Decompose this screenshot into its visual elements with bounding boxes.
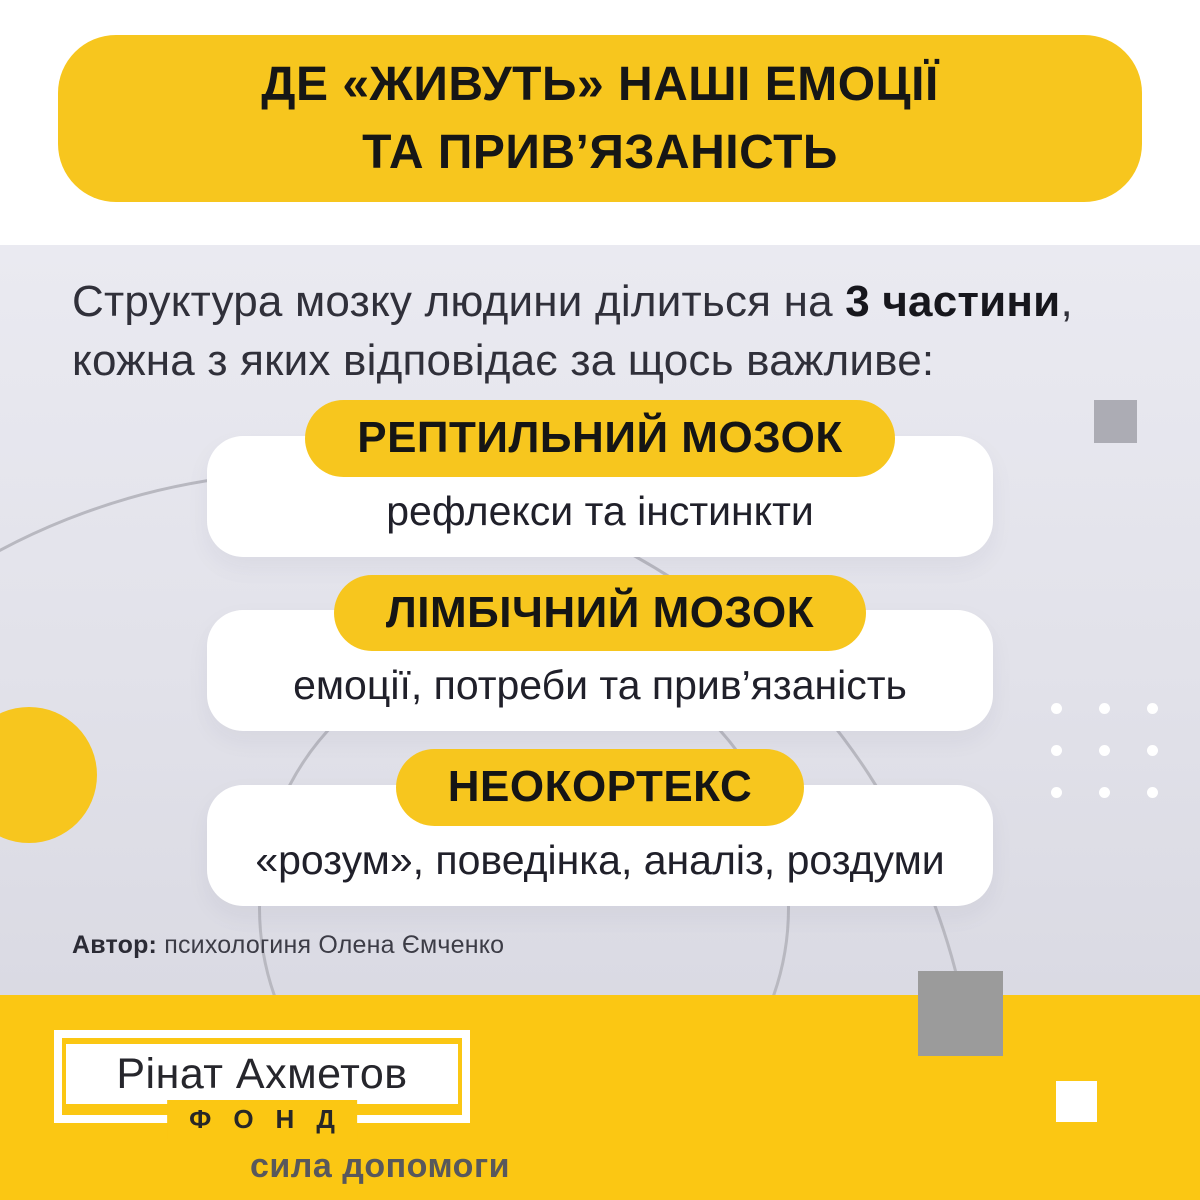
foundation-logo-sub: ФОНД	[167, 1100, 357, 1139]
foundation-logo-name: Рінат Ахметов	[66, 1044, 458, 1104]
section-description: емоції, потреби та прив’язаність	[293, 662, 907, 709]
section-description: «розум», поведінка, аналіз, роздуми	[255, 837, 945, 884]
page-title-line-1: ДЕ «ЖИВУТЬ» НАШІ ЕМОЦІЇ	[261, 58, 939, 112]
section-pill-label: НЕОКОРТЕКС	[396, 749, 804, 826]
intro-text-bold: 3 частини	[845, 277, 1061, 326]
intro-text-start: Структура мозку людини ділиться на	[72, 277, 846, 326]
foundation-logo	[54, 1030, 470, 1134]
section-pill-label: РЕПТИЛЬНИЙ МОЗОК	[305, 400, 895, 477]
section-pill-label: ЛІМБІЧНИЙ МОЗОК	[334, 575, 866, 652]
footer-tagline: сила допомоги	[250, 1147, 511, 1185]
intro-text-line2: кожна з яких відповідає за щось важливе:	[72, 335, 935, 385]
section-neocortex	[207, 749, 993, 906]
content-area	[0, 245, 1200, 995]
intro-paragraph	[72, 273, 1142, 390]
author-label: Автор:	[72, 931, 158, 959]
decorative-square-white	[1056, 1081, 1097, 1122]
decorative-square-gray-bottom	[918, 971, 1003, 1056]
footer	[0, 995, 1200, 1200]
author-credit	[72, 931, 504, 960]
intro-text-comma: ,	[1060, 277, 1073, 326]
brain-sections-list	[0, 400, 1200, 924]
header-capsule	[58, 35, 1142, 202]
author-name: психологиня Олена Ємченко	[164, 931, 505, 959]
section-limbic-brain	[207, 575, 993, 732]
page-title-line-2: ТА ПРИВ’ЯЗАНІСТЬ	[362, 125, 838, 179]
section-reptilian-brain	[207, 400, 993, 557]
section-description: рефлекси та інстинкти	[386, 487, 814, 534]
